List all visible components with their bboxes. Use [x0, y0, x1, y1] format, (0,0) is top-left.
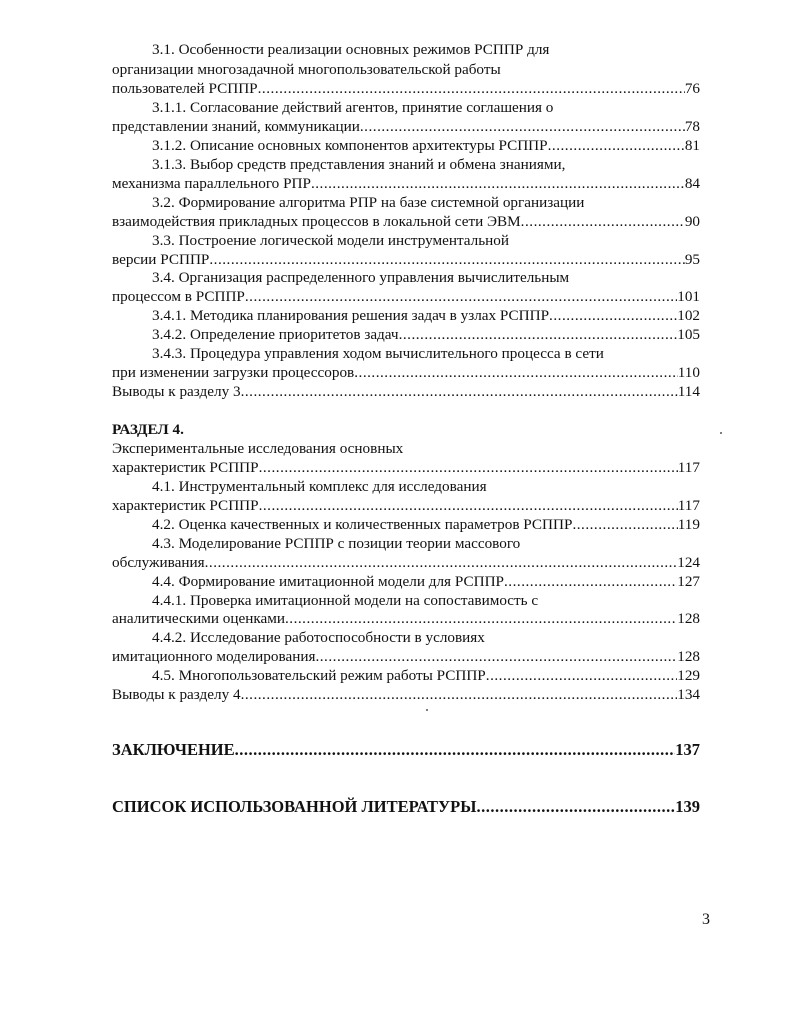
toc-entry[interactable]	[112, 325, 700, 345]
toc-leader-dots	[548, 136, 685, 156]
toc-entry-title: 3.4.1. Методика планирования решения задач в узлах РСППР	[152, 307, 550, 324]
toc-entry[interactable]	[112, 609, 700, 629]
toc-leader-dots	[399, 325, 678, 345]
toc-entry-title: аналитическими оценками	[112, 610, 285, 627]
toc-entry-title: механизма параллельного РПР	[112, 175, 311, 192]
section-heading: РАЗДЕЛ 4.	[112, 421, 184, 438]
toc-line: 3.4.3. Процедура управления ходом вычислительного процесса в сети	[152, 345, 604, 362]
toc-leader-dots	[476, 796, 675, 818]
toc-page-number: 110	[677, 364, 700, 381]
toc-leader-dots	[235, 739, 676, 761]
toc-page-number: 90	[684, 213, 700, 230]
toc-entry[interactable]	[112, 250, 700, 270]
toc-leader-dots	[360, 117, 685, 137]
toc-entry-title: 4.4. Формирование имитационной модели для РСППР	[152, 573, 504, 590]
toc-page-number: 78	[684, 118, 700, 135]
toc-leader-dots	[205, 553, 678, 573]
toc-entry[interactable]	[112, 136, 700, 156]
toc-entry-title: 4.2. Оценка качественных и количественных параметров РСППР	[152, 516, 573, 533]
toc-leader-dots	[258, 79, 685, 99]
toc-page-number: 124	[677, 554, 700, 571]
toc-entry-title: 4.5. Многопользовательский режим работы РСППР	[152, 667, 486, 684]
toc-entry[interactable]	[112, 572, 700, 592]
toc-line: 4.3. Моделирование РСППР с позиции теории массового	[152, 535, 521, 552]
toc-leader-dots	[521, 212, 685, 232]
toc-entry-title: СПИСОК ИСПОЛЬЗОВАННОЙ ЛИТЕРАТУРЫ	[112, 797, 477, 816]
toc-entry[interactable]	[112, 553, 700, 573]
toc-entry-title: взаимодействия прикладных процессов в локальной сети ЭВМ	[112, 213, 521, 230]
toc-leader-dots	[209, 250, 684, 270]
toc-leader-dots	[486, 666, 677, 686]
toc-line: 3.2. Формирование алгоритма РПР на базе системной организации	[152, 194, 585, 211]
toc-entry[interactable]	[112, 287, 700, 307]
toc-leader-dots	[245, 287, 677, 307]
toc-page-number: 127	[677, 573, 700, 590]
toc-leader-dots	[285, 609, 677, 629]
toc-page-number: 102	[677, 307, 700, 324]
toc-page-number: 139	[675, 797, 700, 816]
toc-page-number: 134	[677, 686, 700, 703]
scan-speck	[720, 432, 722, 434]
toc-page-number: 129	[677, 667, 700, 684]
toc-entry[interactable]	[112, 79, 700, 99]
toc-page-number: 81	[684, 137, 700, 154]
toc-entry[interactable]	[112, 382, 700, 402]
toc-page-number: 128	[677, 648, 700, 665]
toc-entry[interactable]	[112, 117, 700, 137]
toc-entry-title: представлении знаний, коммуникации	[112, 118, 360, 135]
toc-entry-conclusion[interactable]	[112, 739, 700, 761]
toc-leader-dots	[259, 458, 678, 478]
toc-line: 4.4.2. Исследование работоспособности в условиях	[152, 629, 485, 646]
toc-page-number: 95	[684, 251, 700, 268]
toc-entry[interactable]	[112, 363, 700, 383]
toc-entry[interactable]	[112, 496, 700, 516]
page-number: 3	[702, 911, 710, 928]
toc-entry[interactable]	[112, 666, 700, 686]
toc-line: 3.4. Организация распределенного управления вычислительным	[152, 269, 570, 286]
toc-entry-title: пользователей РСППР	[112, 80, 258, 97]
toc-entry-title: 3.1.2. Описание основных компонентов архитектуры РСППР	[152, 137, 548, 154]
toc-line: 3.1.3. Выбор средств представления знаний и обмена знаниями,	[152, 156, 566, 173]
toc-leader-dots	[241, 685, 678, 705]
toc-leader-dots	[504, 572, 677, 592]
toc-leader-dots	[354, 363, 678, 383]
toc-entry[interactable]	[112, 647, 700, 667]
toc-leader-dots	[572, 515, 677, 535]
toc-page-number: 128	[677, 610, 700, 627]
toc-entry-title: при изменении загрузки процессоров	[112, 364, 355, 381]
toc-entry[interactable]	[112, 685, 700, 705]
toc-entry-title: обслуживания	[112, 554, 205, 571]
toc-page-number: 114	[677, 383, 700, 400]
toc-page-number: 137	[675, 740, 700, 759]
toc-leader-dots	[549, 306, 677, 326]
toc-entry[interactable]	[112, 515, 700, 535]
toc-entry-title: 3.4.2. Определение приоритетов задач	[152, 326, 399, 343]
toc-entry-title: версии РСППР	[112, 251, 210, 268]
toc-page-number: 119	[677, 516, 700, 533]
toc-page-number: 84	[684, 175, 700, 192]
toc-line: 3.1. Особенности реализации основных режимов РСППР для	[152, 41, 550, 58]
toc-entry-title: характеристик РСППР	[112, 459, 259, 476]
toc-entry-references[interactable]	[112, 796, 700, 818]
scan-speck	[426, 709, 428, 711]
toc-entry-title: Выводы к разделу 3	[112, 383, 241, 400]
toc-entry[interactable]	[112, 458, 700, 478]
toc-leader-dots	[311, 174, 685, 194]
toc-line: 3.3. Построение логической модели инструментальной	[152, 232, 510, 249]
toc-line: 4.1. Инструментальный комплекс для исследования	[152, 478, 487, 495]
toc-line: организации многозадачной многопользовательской работы	[112, 61, 501, 78]
toc-page-number: 101	[677, 288, 700, 305]
toc-entry-title: характеристик РСППР	[112, 497, 259, 514]
toc-leader-dots	[315, 647, 677, 667]
toc-entry-title: процессом в РСППР	[112, 288, 245, 305]
toc-page-number: 117	[677, 497, 700, 514]
toc-line: Экспериментальные исследования основных	[112, 440, 404, 457]
toc-leader-dots	[259, 496, 678, 516]
toc-entry-title: имитационного моделирования	[112, 648, 316, 665]
toc-entry-title: ЗАКЛЮЧЕНИЕ	[112, 740, 235, 759]
toc-entry-title: Выводы к разделу 4	[112, 686, 241, 703]
toc-entry[interactable]	[112, 212, 700, 232]
toc-entry[interactable]	[112, 174, 700, 194]
toc-line: 4.4.1. Проверка имитационной модели на сопоставимость с	[152, 592, 539, 609]
toc-page-number: 117	[677, 459, 700, 476]
toc-leader-dots	[241, 382, 678, 402]
toc-line: 3.1.1. Согласование действий агентов, принятие соглашения о	[152, 99, 554, 116]
toc-page-number: 105	[677, 326, 700, 343]
toc-entry[interactable]	[112, 306, 700, 326]
toc-page-number: 76	[684, 80, 700, 97]
